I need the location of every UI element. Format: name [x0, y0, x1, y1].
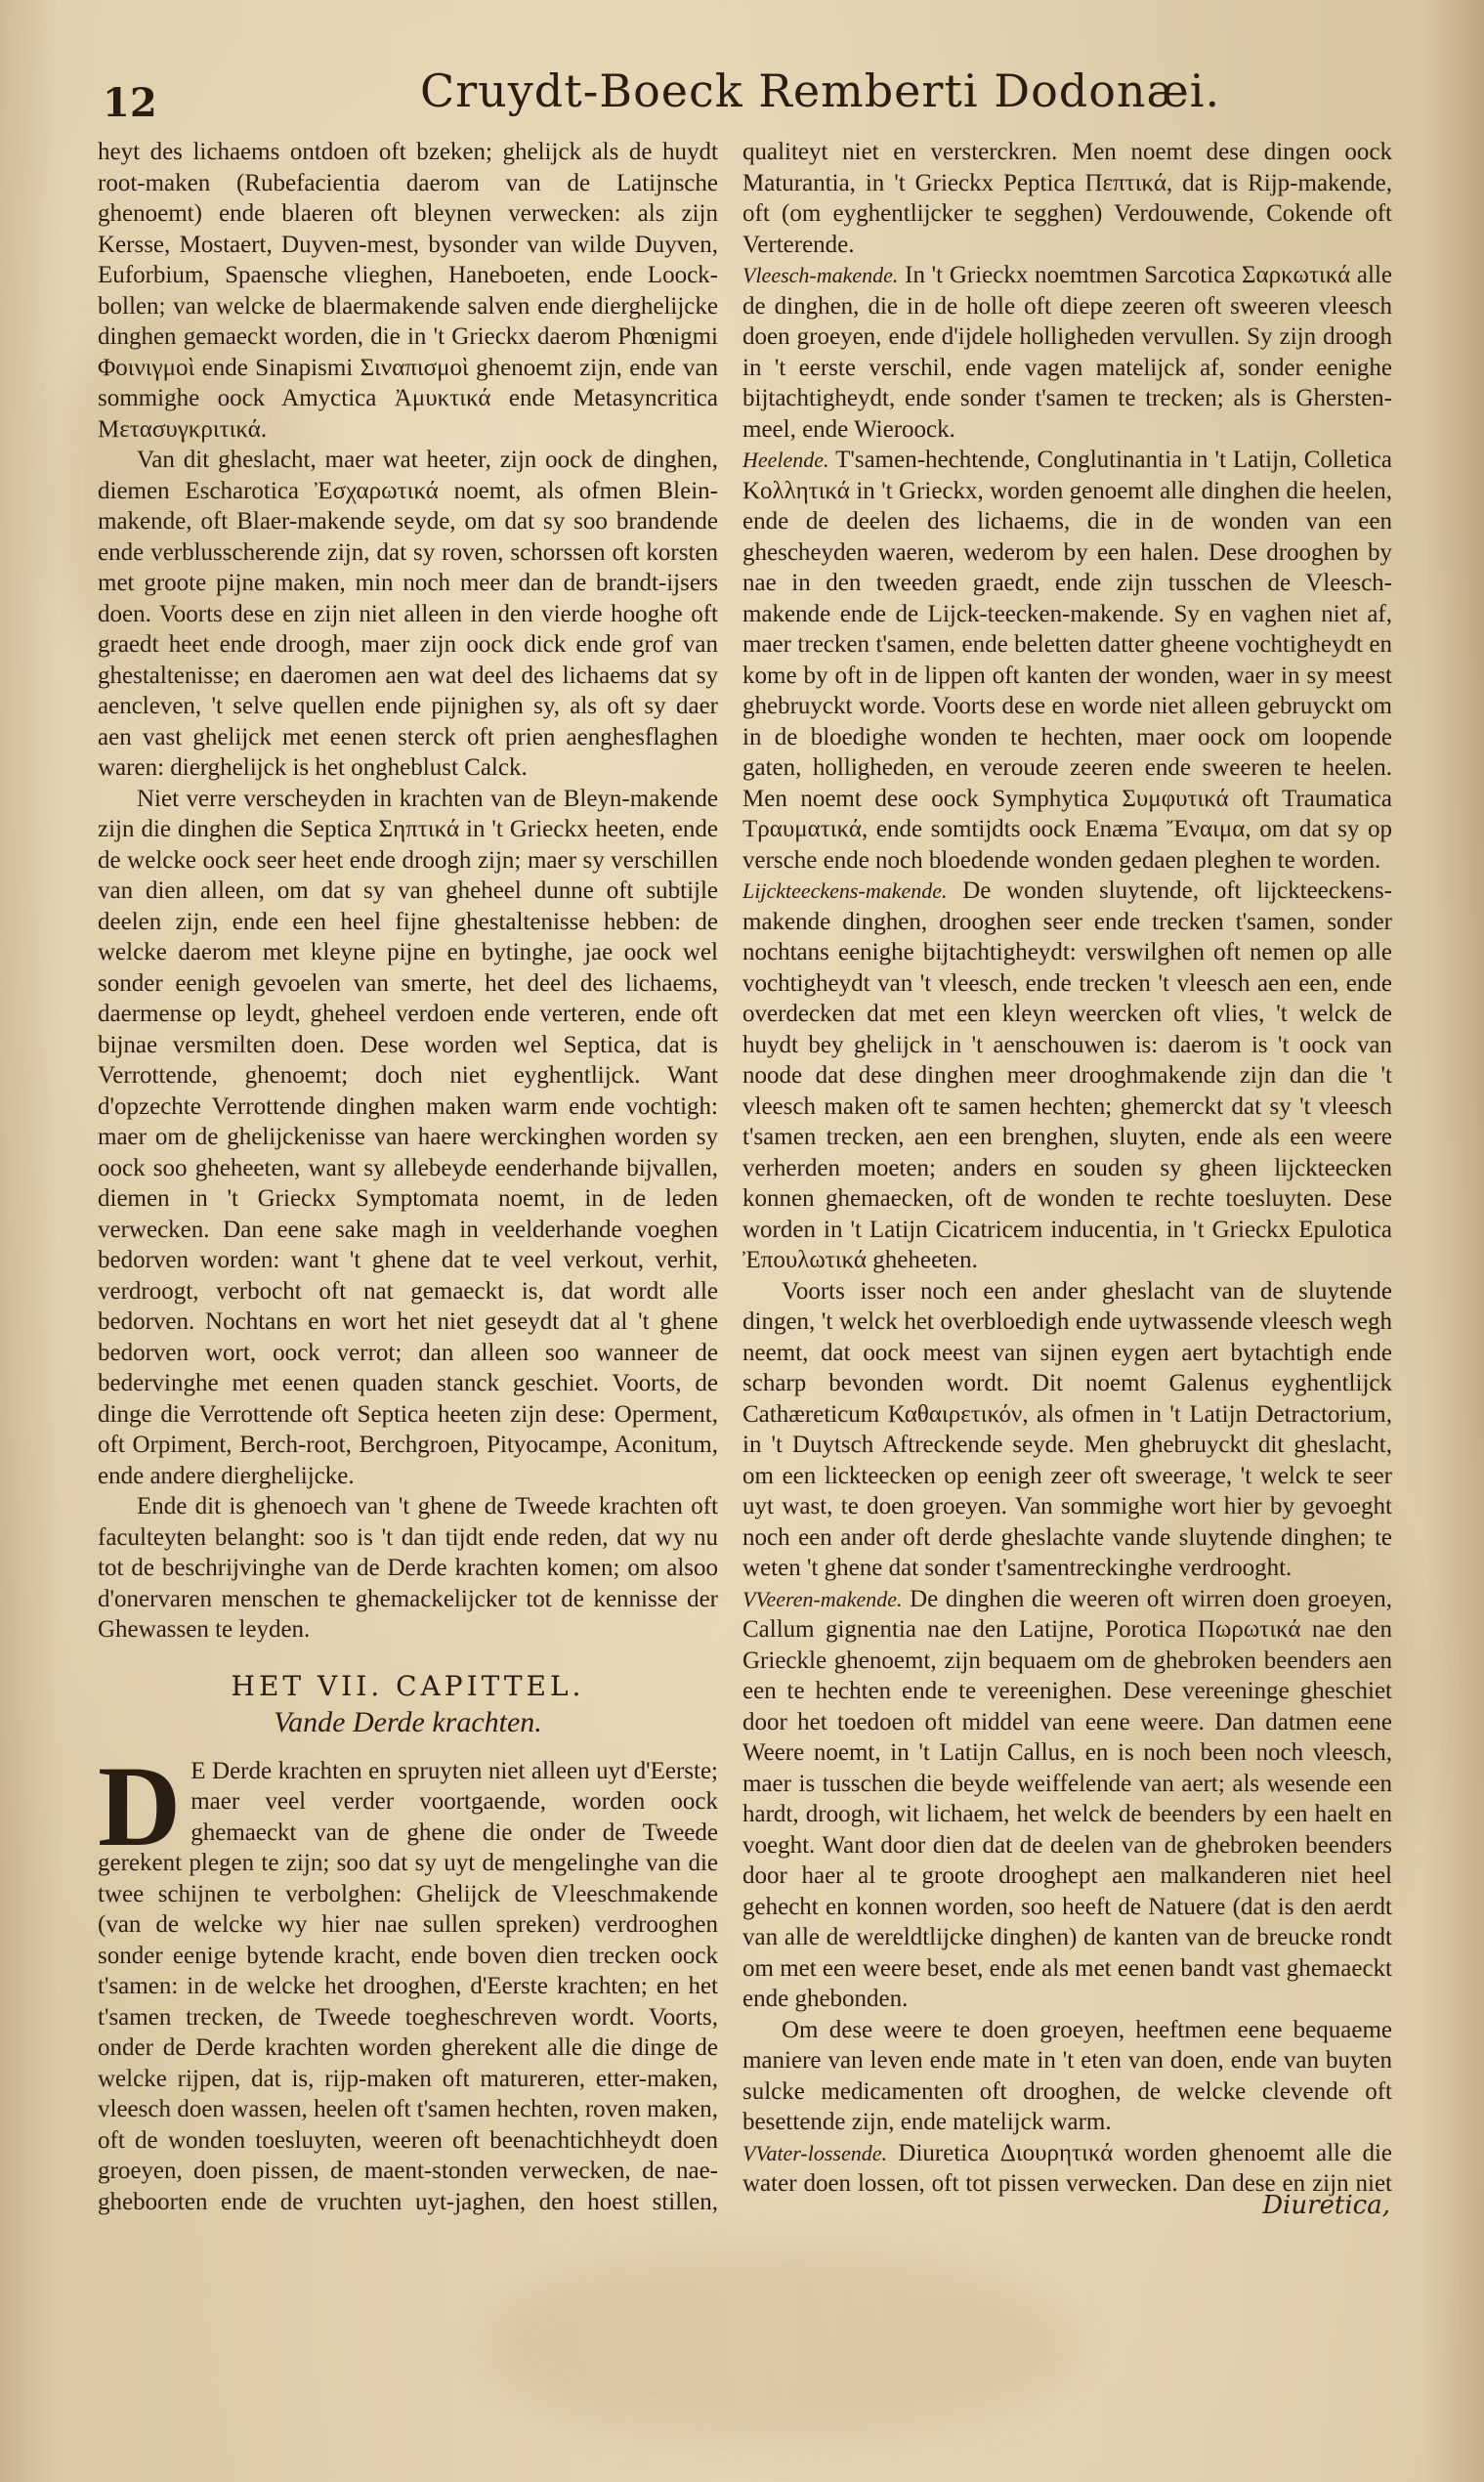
left-intro-paragraph: heyt des lichaems ontdoen oft bzeken; ghelijck als de huydt root-maken (Rubefacientia daerom van de Latijnsche ghenoemt) ende blaeren oft bleynen verwecken: als zijn Kersse, Mostaert, Duyven-mest, bysonder van wilde Duyven, Euforbium, Spaensche vlieghen, Haneboeten, ende Loock-bollen; van welcke de blaermakende salven ende dierghelijcke dinghen gemaeckt worden, die in 't Grieckx daerom Phœnigmi Φοινιγμοὶ ende Sinapismi Σιναπισμοὶ ghenoemt zijn, ende van sommighe oock Amyctica Ἀμυκτικά ende Metasyncritica Μετασυγκριτικά. — [98, 139, 718, 443]
page-number: 12 — [103, 80, 157, 126]
weeren-text: De dinghen die weeren oft wirren doen groeyen, Callum gignentia nae den Latijne, Porotica Πωρωτικά nae den Grieckle ghenoemt, zijn bequaem om de ghebroken beenders aen een te hechten ende te vereenighen. Dese vereeninge gheschiet door het toedoen oft middel van eene weere. Dan datmen eene Weere noemt, in 't Latijn Callus, en is noch been noch vleesch, maer is tusschen die beyde weiffelende van aert; als wesende een hardt, droogh, wit lichaem, het welck de beenders by een haelt en voeght. Want door dien dat de deelen van de ghebroken beenders door haer al te groote drooghept aen malkanderen niet heel gehecht en konnen worden, soo heeft de Natuere (dat is den aerdt van alle de wereldtlijcke dinghen) de kanten van de breucke rondt om met een weere beset, ende als met eenen bandt vast ghemaeckt ende ghebonden. — [742, 1585, 1392, 2012]
conclusion-paragraph: Ende dit is ghenoech van 't ghene de Tweede krachten oft faculteyten belanght: soo is 't dan tijdt ende reden, dat wy nu tot de beschrijvinghe van de Derde krachten komen; om alsoo d'onervaren menschen te ghemackelijcker tot de kennisse der Ghewassen te leyden. — [98, 1493, 718, 1643]
right-column — [742, 137, 1392, 2199]
chapter-subtitle: Vande Derde krachten. — [274, 1706, 542, 1738]
right-opening-paragraph: qualiteyt niet en versterckren. Men noemt dese dingen oock Maturantia, in 't Grieckx Peptica Πεπτικά, dat is Rijp-makende, oft (om eyghentlijcker te segghen) Verdouwende, Cokende oft Verterende. — [742, 139, 1392, 258]
left-column — [98, 137, 718, 2218]
chapter-heading: HET VII. CAPITTEL. — [231, 1669, 585, 1702]
weeren-label: VVeeren-makende. — [742, 1586, 903, 1611]
lijck-label: Lijckteeckens-makende. — [742, 878, 948, 903]
vleesch-text: In 't Grieckx noemtmen Sarcotica Σαρκωτικά alle de dinghen, die in de holle oft diepe zeeren oft sweeren vleesch doen groeyen, ende d'ijdele holligheden vervullen. Sy zijn droogh in 't eerste verschil, ende vagen matelijck af, sonder eenighe bijtachtigheydt, ende sonder t'samen te trecken; als is Ghersten-meel, ende Wieroock. — [742, 262, 1392, 443]
water-paragraph — [742, 2138, 1392, 2200]
heel-label: Heelende. — [742, 448, 829, 472]
lijck-text: De wonden sluytende, oft lijckteeckens-makende dinghen, drooghen seer ende trecken t'samen, sonder nochtans eenighe bijtachtigheydt: verswilghen oft nemen op alle vochtigheydt van 't vleesch, ende trecken 't vleesch aen een, ende overdecken dat met een kleyn weercken oft vlies, 't welck de huydt bey ghelijck in 't aenschouwen is: daerom is 't oock van noode dat dese dinghen meer drooghmakende zijn dan die 't vleesch maken oft te samen hechten; ghemerckt dat sy 't vleesch t'samen trecken, aen een brenghen, sluyten, ende als een weere verherden moeten; anders en souden sy gheen lijckteecken konnen ghemaecken, oft de wonden te rechte toesluyten. Dese worden in 't Latijn Cicatricem inducentia, in 't Grieckx Epulotica Ἐπουλωτικά gheheeten. — [742, 877, 1392, 1273]
running-head: Cruydt-Boeck Remberti Dodonæi. — [420, 64, 1221, 117]
chapter-opening-paragraph — [98, 1741, 718, 2219]
water-label: VVater-lossende. — [742, 2140, 888, 2165]
heel-text: T'samen-hechtende, Conglutinantia in 't Latijn, Colletica Κολλητικά in 't Grieckx, worden genoemt alle dinghen die heelen, ende de deelen des lichaems, die in de wonden van een ghescheyden waeren, wederom by een halen. Dese drooghen by nae in den tweeden graedt, ende zijn tusschen de Vleesch-makende ende de Lijck-teecken-makende. Sy en vaghen niet af, maer trecken t'samen, ende beletten datter gheene vochtigheydt en kome by oft in de lippen oft kanten der wonden, waer in sy meest ghebruyckt worde. Voorts dese en worde niet alleen gebruyckt om in de bloedighe wonden te hechten, maer oock om loopende gaten, holligheden, en veroude zeeren ende sweeren te heelen. Men noemt dese oock Symphytica Συμφυτικά oft Traumatica Τραυματικά, ende somtijdts oock Enæma Ἔναιμα, om dat sy op versche ende noch bloedende wonden gedaen pleghen te worden. — [742, 447, 1392, 874]
lijck-paragraph — [742, 876, 1392, 1276]
weeren-paragraph — [742, 1584, 1392, 2015]
heel-paragraph — [742, 445, 1392, 876]
water-text: Diuretica Διουρητικά worden ghenoemt alle die water doen lossen, oft tot pissen verwecken. Dan dese en zijn niet — [742, 2139, 1392, 2197]
catchword: Diuretica, — [1262, 2191, 1390, 2220]
drop-cap: D — [98, 1741, 182, 1870]
verrot-paragraph: Niet verre verscheyden in krachten van de Bleyn-makende zijn die dinghen die Septica Σηπτικά in 't Grieckx heeten, ende de welcke oock seer heet ende droogh zijn; maer sy verschillen van dien alleen, om dat sy van gheheel dunne oft subtijle deelen zijn, ende een heel fijne ghestaltenisse hebben: de welcke daerom met kleyne pijne en bytinghe, jae oock wel sonder eenigh gevoelen van smerte, het deel des lichaems, daermense op leydt, gheheel verdoen ende verteren, ende oft bijnae versmilten doen. Dese worden wel Septica, dat is Verrottende, ghenoemt; doch niet eyghentlijck. Want d'opzechte Verrottende dinghen maken warm ende vochtigh: maer om de ghelijckenisse van haere werckinghen worden sy oock soo gheheeten, want sy allebeyde eenderhande bijvallen, diemen in 't Grieckx Symptomata noemt, in de leden verwecken. Dan eene sake magh in veelderhande voeghen bedorven worden: want 't ghene dat te veel verkout, verhit, verdroogt, verbocht oft nat gemaeckt is, dat wordt alle bedorven. Nochtans en wort het niet geseydt dat al 't ghene bedorven wort, oock verrot; dan alleen soo wanneer de bedervinghe met eenen quaden stanck geschiet. Voorts, de dinge die Verrottende oft Septica heeten zijn dese: Operment, oft Orpiment, Berch-root, Berchgroen, Pityocampe, Aconitum, ende andere dierghelijcke. — [98, 785, 718, 1489]
bleyn-paragraph: Van dit gheslacht, maer wat heeter, zijn oock de dinghen, diemen Escharotica Ἐσχαρωτικά noemt, als ofmen Blein-makende, oft Blaer-makende seyde, om dat sy soo brandende ende verblusscherende zijn, dat sy roven, schorssen oft korsten met groote pijne maken, min noch meer dan de brandt-ijsers doen. Voorts dese en zijn niet alleen in den vierde hooghe oft graedt heet ende droogh, maer zijn oock dick ende grof van ghestaltenisse; en daeromen aen wat deel des lichaems dat sy aencleven, 't selve quellen ende pijnighen sy, als oft sy daer aen vast ghelijck met eenen sterck oft prien aenghesflaghen waren: dierghelijck is het ongheblust Calck. — [98, 447, 718, 781]
vleesch-label: Vleesch-makende. — [742, 263, 899, 287]
weeren-paragraph-2: Om dese weere te doen groeyen, heeftmen eene bequaeme maniere van leven ende mate in 't eten van doen, ende van buyten sulcke medicamenten oft drooghen, de welcke clevende oft besettende zijn, ende matelijck warm. — [742, 2016, 1392, 2135]
sluyt-paragraph: Voorts isser noch een ander gheslacht van de sluytende dingen, 't welck het overbloedigh ende uytwassende vleesch wegh neemt, dat oock meest van sijnen eygen aert bytachtigh ende scharp bevonden wordt. Dit noemt Galenus eyghentlijck Cathæreticum Καθαιρετικόν, als ofmen in 't Latijn Detractorium, in 't Duytsch Aftreckende seyde. Men ghebruyckt dit gheslacht, om een lickteecken op eenigh zeer oft sweerage, 't welck te seer uyt wast, te doen groeyen. Van sommighe wort hier by gevoeght noch een ander oft derde gheslachte vande sluytende dinghen; te weten 't ghene dat sonder t'samentreckinghe verdrooght. — [742, 1277, 1392, 1581]
vleesch-paragraph — [742, 260, 1392, 445]
chapter-text: E Derde krachten en spruyten niet alleen uyt d'Eerste; maer veel verder voortgaende, worden oock ghemaeckt van de ghene die onder de Tweede gerekent plegen te zijn; soo dat sy uyt de mengelinghe van die twee schijnen te verbolghen: Ghelijck de Vleeschmakende (van de welcke wy hier nae sullen spreken) verdrooghen sonder eenige bytende kracht, ende boven dien trecken oock t'samen: in de welcke het drooghen, d'Eerste krachten; en het t'samen trecken, de Tweede toegheschreven wordt. Voorts, onder de Derde krachten worden gherekent alle die dinge de welcke rijpen, dat is, rijp-maken oft matureren, etter-maken, vleesch doen wassen, heelen oft t'samen hechten, roven maken, oft de wonden toesluyten, weeren oft beenachtichheydt doen groeyen, doen pissen, de maent-stonden verwecken, de nae-gheboorten ende de vruchten uyt-jaghen, den hoest stillen, — [98, 1757, 718, 2215]
